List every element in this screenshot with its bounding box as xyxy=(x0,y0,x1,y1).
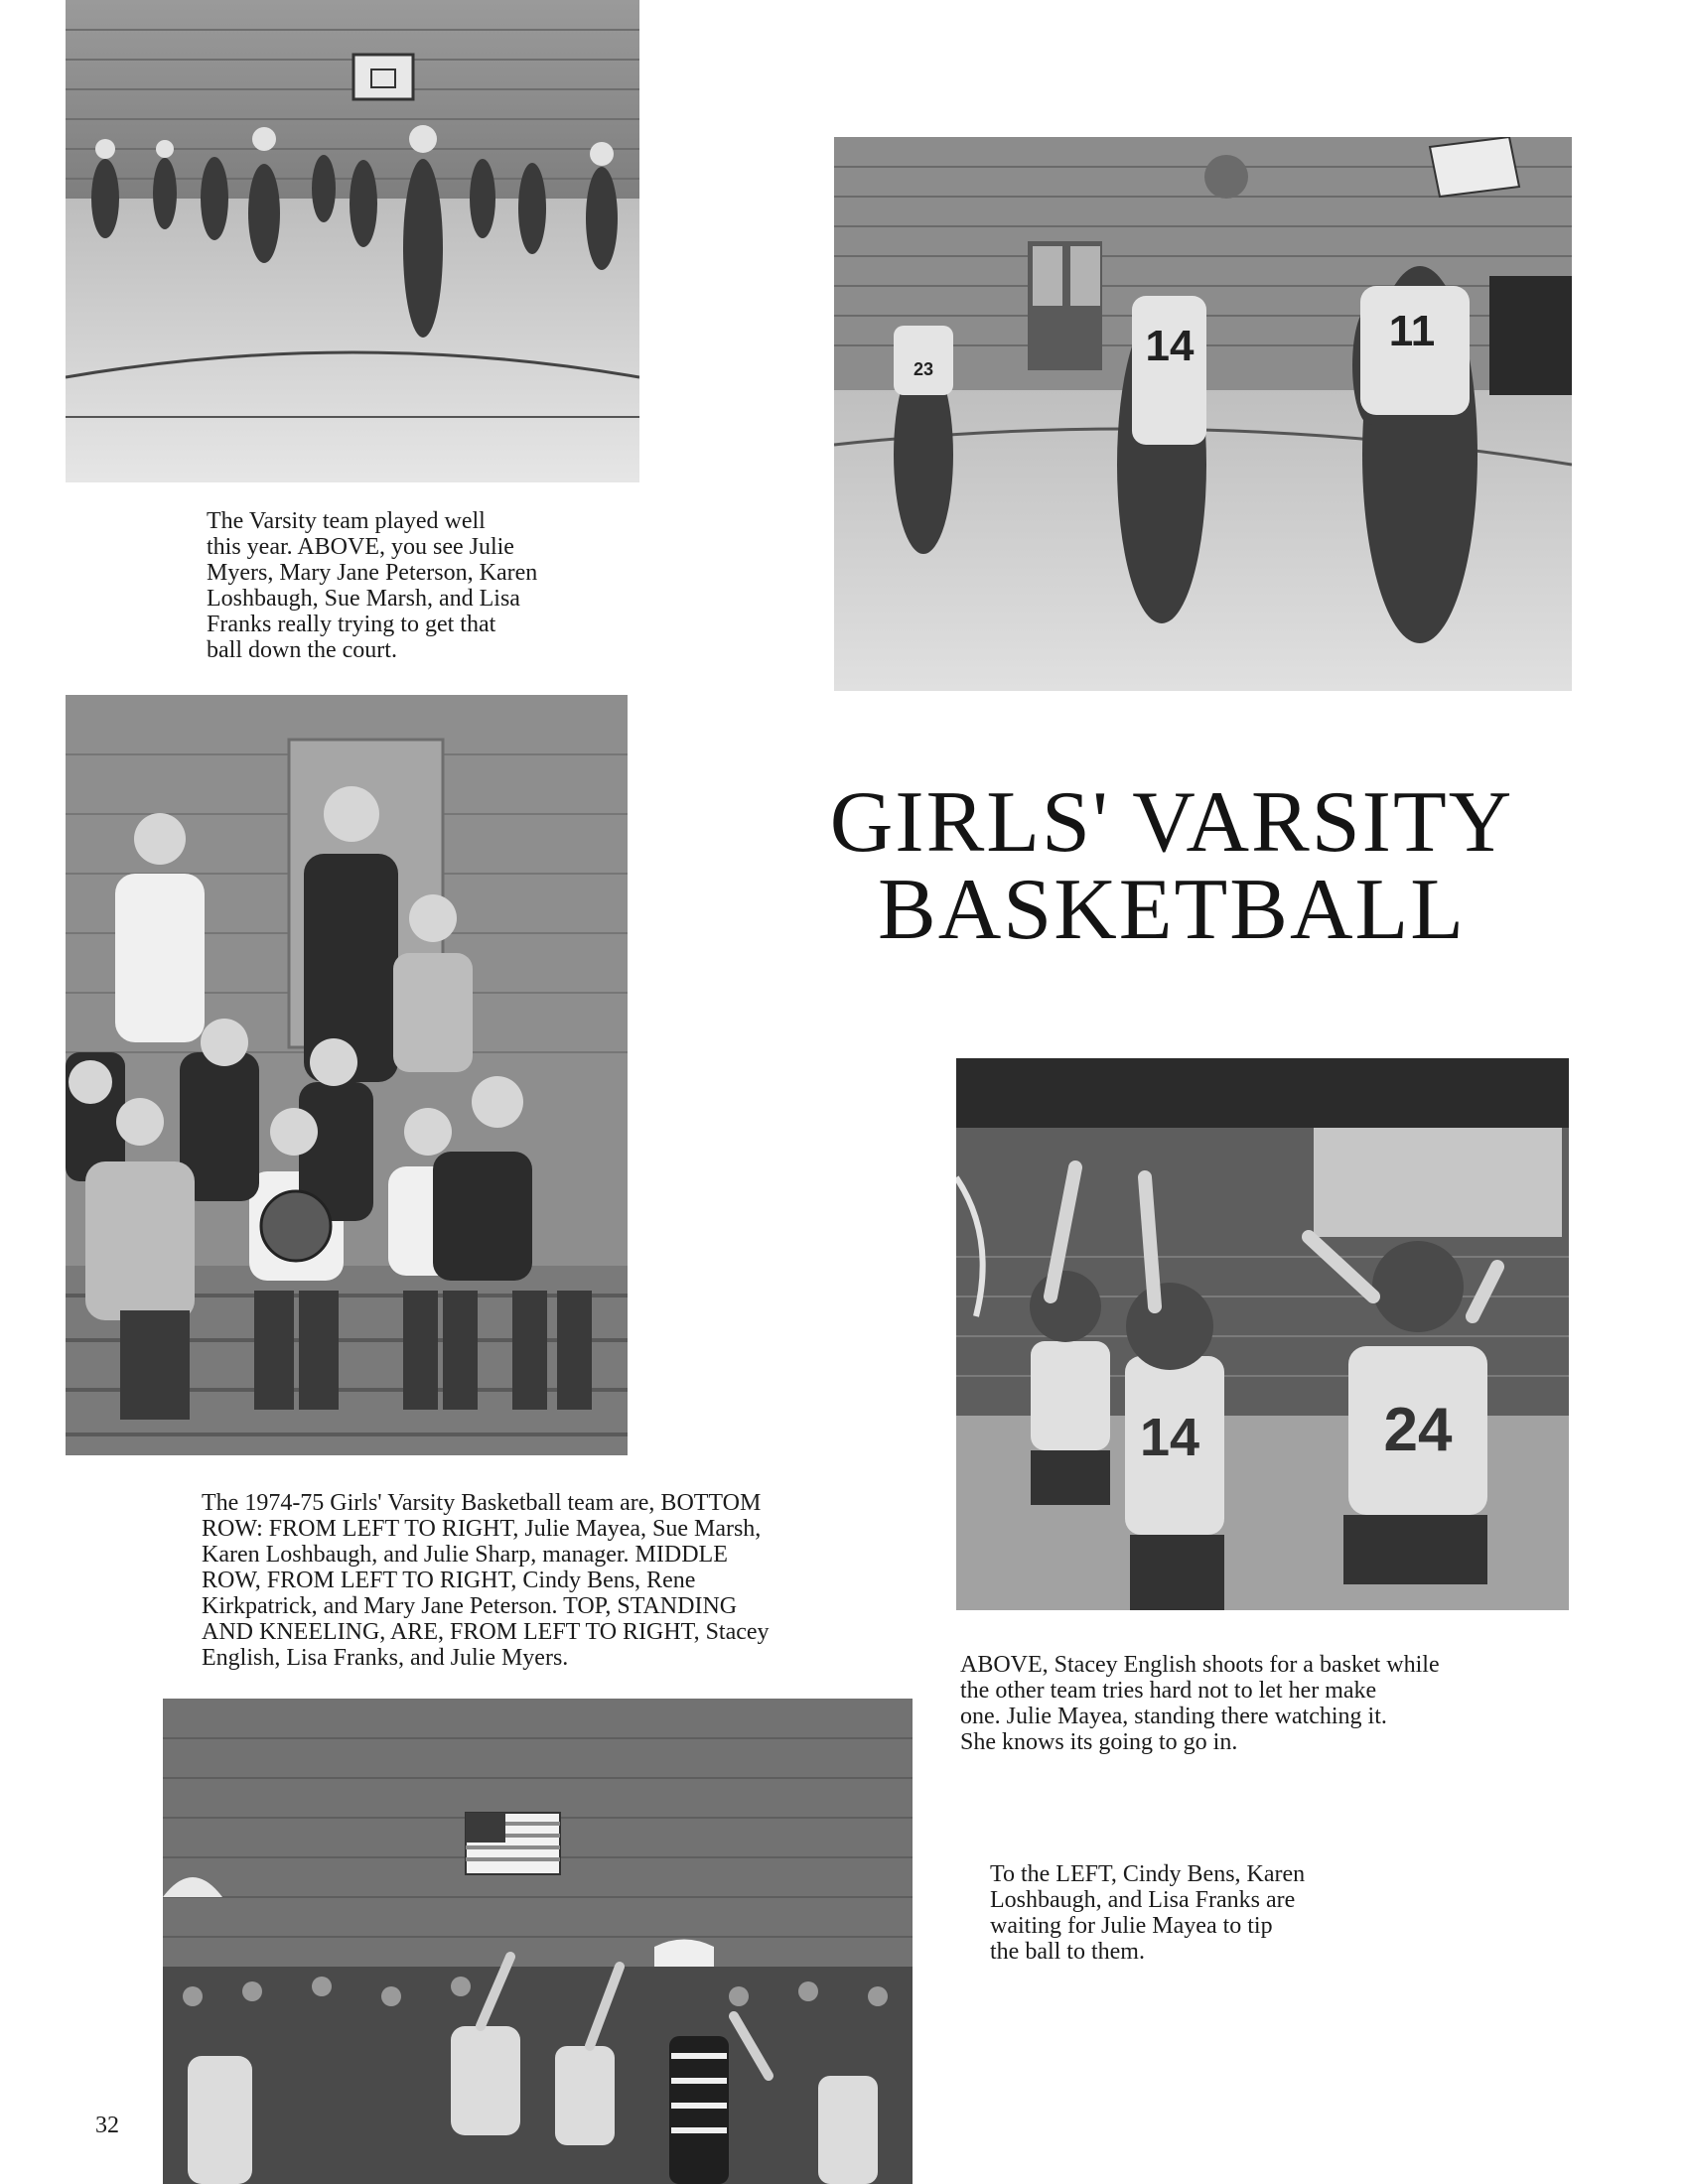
jersey-number: 24 xyxy=(1383,1396,1453,1464)
photo-team-portrait xyxy=(66,695,628,1455)
caption-team-roster: The 1974-75 Girls' Varsity Basketball team are, BOTTOM ROW: FROM LEFT TO RIGHT, Julie Mayea, Sue Marsh, Karen Loshbaugh, and Julie Sharp, manager. MIDDLE ROW, FROM LEFT TO RIGHT, Cindy Bens, Rene Kirkpatrick, and Mary Jane Peterson. TOP, STANDING AND KNEELING, ARE, FROM LEFT TO RIGHT, Stacey English, Lisa Franks, and Julie Myers. xyxy=(202,1490,770,1671)
jersey-number: 23 xyxy=(913,359,934,379)
caption-stacey-shoots: ABOVE, Stacey English shoots for a basket while the other team tries hard not to let her make one. Julie Mayea, standing there watching it. She knows its going to go in. xyxy=(960,1652,1440,1755)
page-title-line1: GIRLS' VARSITY xyxy=(829,774,1514,871)
photo-stacey-shooting xyxy=(956,1058,1569,1610)
jersey-number: 11 xyxy=(1388,307,1436,355)
page-number: 32 xyxy=(95,2113,119,2138)
jersey-number: 14 xyxy=(1145,322,1195,370)
page-title xyxy=(765,774,1579,958)
photo-game-action-top-left xyxy=(66,0,639,482)
caption-varsity-played-well: The Varsity team played well this year. ABOVE, you see Julie Myers, Mary Jane Peterson, Karen Loshbaugh, Sue Marsh, and Lisa Franks really trying to get that ball down the court. xyxy=(207,508,538,663)
photo-game-action-top-right xyxy=(834,137,1572,691)
caption-to-the-left: To the LEFT, Cindy Bens, Karen Loshbaugh, and Lisa Franks are waiting for Julie Mayea to tip the ball to them. xyxy=(990,1861,1306,1965)
jersey-number: 14 xyxy=(1139,1408,1200,1467)
photo-tip-off-game xyxy=(163,1699,913,2184)
page-title-line2: BASKETBALL xyxy=(878,862,1466,958)
